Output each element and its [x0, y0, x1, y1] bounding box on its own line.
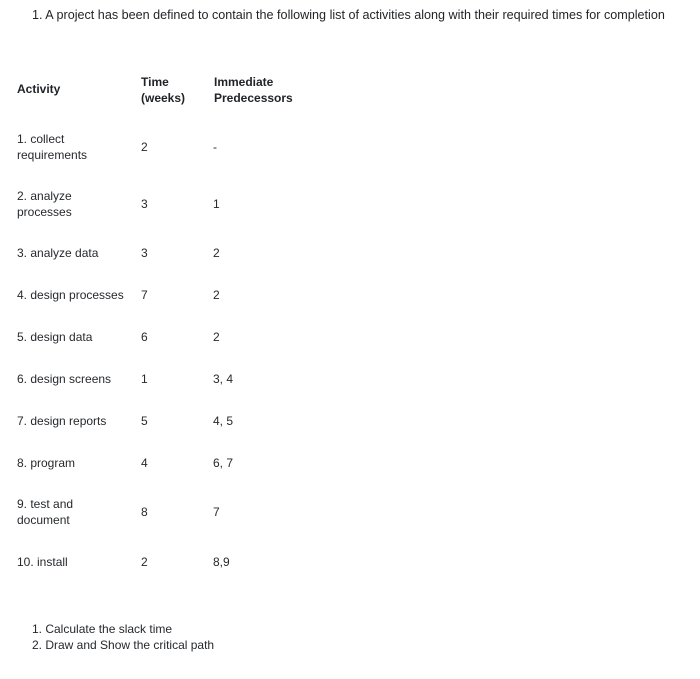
time-cell: 3 — [141, 246, 148, 260]
time-cell: 8 — [141, 505, 148, 519]
time-cell: 2 — [141, 140, 148, 154]
activity-cell: 10. install — [17, 555, 68, 569]
predecessor-cell: 8,9 — [213, 555, 230, 569]
activity-line2: requirements — [17, 147, 88, 162]
activity-cell: 7. design reports — [17, 414, 107, 428]
activity-cell — [17, 189, 139, 220]
activity-cell: 5. design data — [17, 330, 93, 344]
header-time — [141, 75, 201, 106]
header-pred-line1: Immediate — [214, 75, 274, 89]
activity-cell — [17, 497, 139, 528]
predecessor-cell: 2 — [213, 246, 220, 260]
time-cell: 4 — [141, 456, 148, 470]
activity-cell — [17, 132, 139, 163]
activity-cell: 8. program — [17, 456, 76, 470]
header-pred-line2: Predecessors — [214, 90, 293, 105]
time-cell: 6 — [141, 330, 148, 344]
question-list — [32, 622, 214, 653]
header-time-line1: Time — [141, 75, 169, 89]
header-activity: Activity — [17, 82, 61, 96]
activity-line2: processes — [17, 204, 72, 219]
question-item: 1. Calculate the slack time — [32, 622, 173, 636]
activity-line1: 9. test and — [17, 497, 74, 511]
time-cell: 7 — [141, 288, 148, 302]
header-time-line2: (weeks) — [141, 90, 186, 105]
predecessor-cell: 7 — [213, 505, 220, 519]
predecessor-cell: - — [213, 140, 217, 154]
time-cell: 3 — [141, 197, 148, 211]
header-predecessors — [214, 75, 334, 106]
activity-cell: 4. design processes — [17, 288, 124, 302]
predecessor-cell: 6, 7 — [213, 456, 234, 470]
activity-line1: 1. collect — [17, 132, 65, 146]
time-cell: 5 — [141, 414, 148, 428]
intro-text: 1. A project has been defined to contain the following list of activities along with their required times for completion — [32, 8, 665, 22]
predecessor-cell: 3, 4 — [213, 372, 234, 386]
time-cell: 1 — [141, 372, 148, 386]
predecessor-cell: 4, 5 — [213, 414, 234, 428]
predecessor-cell: 1 — [213, 197, 220, 211]
predecessor-cell: 2 — [213, 288, 220, 302]
question-item: 2. Draw and Show the critical path — [32, 637, 215, 652]
activity-line1: 2. analyze — [17, 189, 72, 203]
predecessor-cell: 2 — [213, 330, 220, 344]
activity-cell: 3. analyze data — [17, 246, 99, 260]
activity-line2: document — [17, 512, 70, 527]
activity-cell: 6. design screens — [17, 372, 112, 386]
time-cell: 2 — [141, 555, 148, 569]
